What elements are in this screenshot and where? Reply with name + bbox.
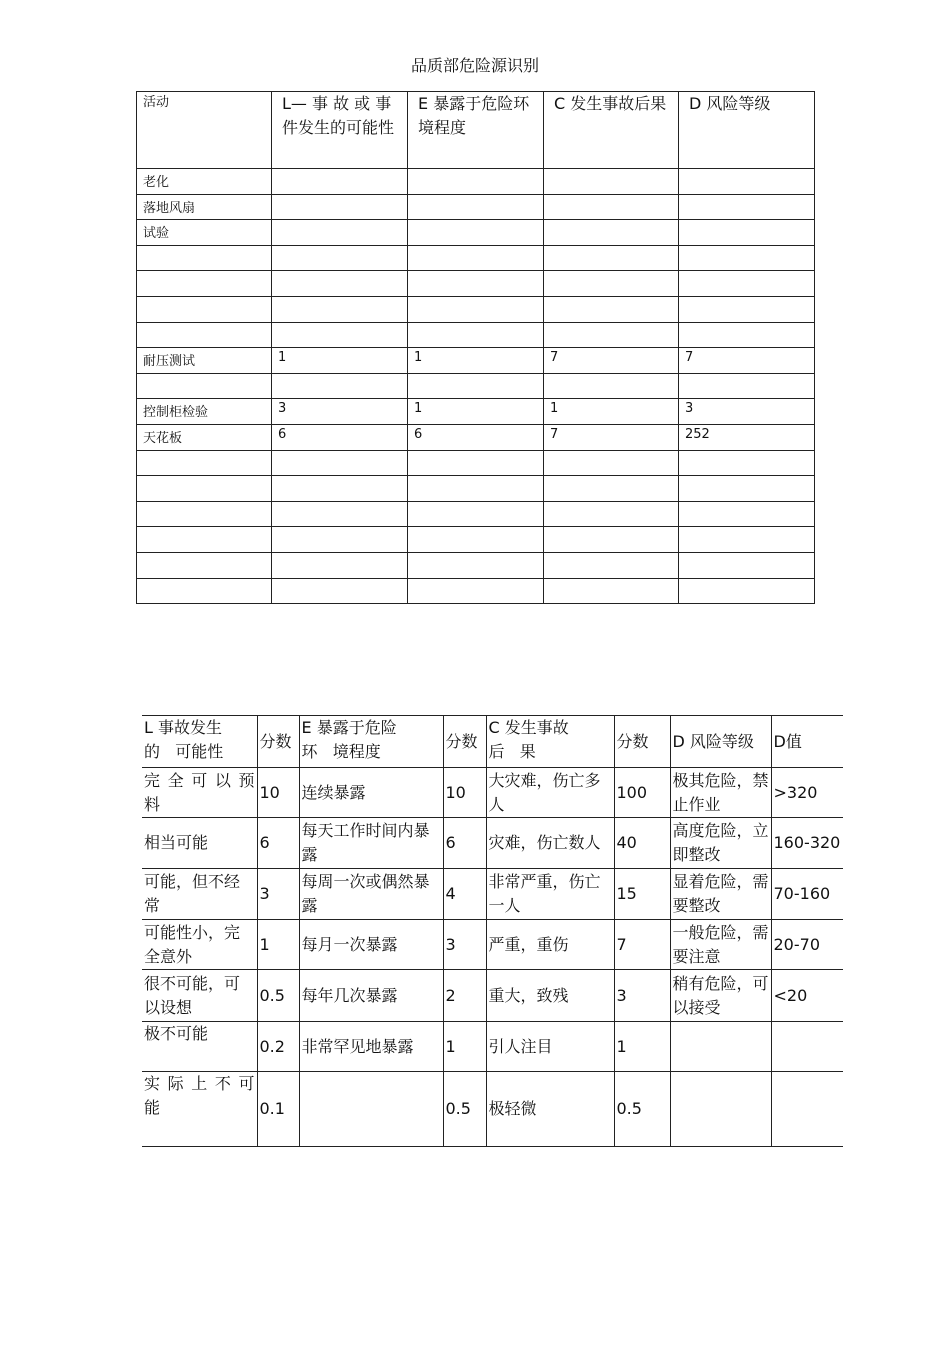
score-cell: [544, 552, 679, 578]
score-cell: [679, 296, 815, 322]
score-cell: [408, 245, 544, 271]
table2-cell: 极轻微: [486, 1072, 614, 1147]
table2-cell: 稍有危险，可以接受: [670, 970, 771, 1022]
table1-row: [137, 169, 815, 195]
table2-cell: 0.5: [443, 1072, 486, 1147]
table2-cell: 极不可能: [142, 1022, 257, 1072]
score-cell: 7: [544, 424, 679, 450]
score-cell: [272, 476, 408, 502]
table1-row: [137, 194, 815, 220]
table2-cell: 重大，致残: [486, 970, 614, 1022]
table2-header-cell: 分数: [614, 716, 670, 768]
table2-cell: 6: [257, 818, 299, 869]
score-cell: [408, 450, 544, 476]
table2-cell: >320: [771, 768, 843, 818]
table2-cell: 7: [614, 920, 670, 970]
score-cell: 1: [408, 348, 544, 374]
activity-cell: [137, 271, 272, 297]
score-cell: [544, 194, 679, 220]
table2-cell: 1: [443, 1022, 486, 1072]
score-cell: [272, 450, 408, 476]
table2-cell: 4: [443, 869, 486, 920]
table2-cell: 大灾难，伤亡多人: [486, 768, 614, 818]
table2-cell: 可能性小，完全意外: [142, 920, 257, 970]
score-cell: [544, 476, 679, 502]
score-cell: [544, 450, 679, 476]
table2-cell: 15: [614, 869, 670, 920]
score-cell: 1: [544, 399, 679, 425]
table2-row: [142, 920, 843, 970]
activity-cell: [137, 501, 272, 527]
table2-cell: 40: [614, 818, 670, 869]
score-cell: [679, 373, 815, 399]
score-cell: 252: [679, 424, 815, 450]
score-cell: [679, 169, 815, 195]
score-cell: [272, 296, 408, 322]
table2-cell: 高度危险，立即整改: [670, 818, 771, 869]
score-cell: [272, 578, 408, 604]
table2-cell: 灾难，伤亡数人: [486, 818, 614, 869]
score-cell: [679, 450, 815, 476]
table2-cell: 非常严重，伤亡一人: [486, 869, 614, 920]
table2-header-cell: 分数: [257, 716, 299, 768]
table2-header-cell: C 发生事故后 果: [486, 716, 614, 768]
activity-cell: 控制柜检验: [137, 399, 272, 425]
table2-cell: 100: [614, 768, 670, 818]
table2-cell: <20: [771, 970, 843, 1022]
table2-header-cell: D值: [771, 716, 843, 768]
table2-cell: 引人注目: [486, 1022, 614, 1072]
score-cell: [544, 527, 679, 553]
table2-cell: 很不可能，可以设想: [142, 970, 257, 1022]
activity-cell: 耐压测试: [137, 348, 272, 374]
table2-cell: 3: [257, 869, 299, 920]
score-cell: [272, 552, 408, 578]
table1-header-cell: 活动: [137, 92, 272, 169]
score-cell: [544, 322, 679, 348]
table2-cell: 可能，但不经常: [142, 869, 257, 920]
score-cell: 6: [272, 424, 408, 450]
table2-row: [142, 768, 843, 818]
score-cell: 6: [408, 424, 544, 450]
score-cell: [408, 527, 544, 553]
table1-row: [137, 501, 815, 527]
table1-row: [137, 322, 815, 348]
table2-header-cell: D 风险等级: [670, 716, 771, 768]
table2-cell: 显着危险，需要整改: [670, 869, 771, 920]
activity-cell: 老化: [137, 169, 272, 195]
activity-cell: 落地风扇: [137, 194, 272, 220]
score-cell: [679, 194, 815, 220]
score-cell: [272, 271, 408, 297]
score-cell: [408, 578, 544, 604]
score-cell: [679, 476, 815, 502]
table2-cell: 0.5: [614, 1072, 670, 1147]
table2-cell: 3: [443, 920, 486, 970]
activity-cell: [137, 527, 272, 553]
score-cell: [408, 501, 544, 527]
table2-cell: 20-70: [771, 920, 843, 970]
table2-cell: 相当可能: [142, 818, 257, 869]
table2-cell: 严重，重伤: [486, 920, 614, 970]
activity-cell: 天花板: [137, 424, 272, 450]
table2-header-cell: L 事故发生的 可能性: [142, 716, 257, 768]
score-cell: 3: [679, 399, 815, 425]
score-cell: [544, 271, 679, 297]
score-cell: [272, 169, 408, 195]
activity-cell: [137, 245, 272, 271]
hazard-identification-table: [136, 91, 815, 604]
table2-cell: 160-320: [771, 818, 843, 869]
table2-cell: 1: [257, 920, 299, 970]
score-cell: [408, 271, 544, 297]
table2-header-row: [142, 716, 843, 768]
score-cell: 1: [408, 399, 544, 425]
table2-cell: 连续暴露: [299, 768, 443, 818]
table1-row: [137, 399, 815, 425]
score-cell: [679, 245, 815, 271]
score-cell: [272, 501, 408, 527]
activity-cell: [137, 578, 272, 604]
table1-row: [137, 552, 815, 578]
table2-cell: 70-160: [771, 869, 843, 920]
table2-row: [142, 818, 843, 869]
score-cell: [679, 552, 815, 578]
table2-cell: 10: [443, 768, 486, 818]
table2-row: [142, 970, 843, 1022]
score-cell: [272, 220, 408, 246]
activity-cell: [137, 322, 272, 348]
score-cell: [408, 220, 544, 246]
activity-cell: [137, 476, 272, 502]
score-cell: [272, 322, 408, 348]
score-cell: [272, 194, 408, 220]
table2-cell: 每天工作时间内暴露: [299, 818, 443, 869]
score-cell: [679, 501, 815, 527]
table1-row: [137, 245, 815, 271]
score-cell: [272, 373, 408, 399]
table1-row: [137, 527, 815, 553]
table2-cell: 3: [614, 970, 670, 1022]
table1-row: [137, 348, 815, 374]
page-title: 品质部危险源识别: [410, 56, 539, 75]
score-cell: 3: [272, 399, 408, 425]
table1-row: [137, 296, 815, 322]
score-cell: [679, 322, 815, 348]
score-cell: [544, 501, 679, 527]
score-cell: [679, 527, 815, 553]
score-cell: [408, 322, 544, 348]
table1-row: [137, 578, 815, 604]
activity-cell: [137, 552, 272, 578]
table1-header-cell: L— 事 故 或 事 件发生的可能性: [272, 92, 408, 169]
score-cell: [544, 578, 679, 604]
table1-header-cell: E 暴露于危险环境程度: [408, 92, 544, 169]
table1-row: [137, 476, 815, 502]
table2-cell: 2: [443, 970, 486, 1022]
score-cell: [408, 296, 544, 322]
activity-cell: [137, 373, 272, 399]
score-cell: [679, 578, 815, 604]
table2-cell: [771, 1022, 843, 1072]
table2-cell: 0.2: [257, 1022, 299, 1072]
table2-cell: 一般危险，需要注意: [670, 920, 771, 970]
table2-row: [142, 1072, 843, 1147]
score-cell: [408, 169, 544, 195]
activity-cell: [137, 296, 272, 322]
score-cell: [544, 245, 679, 271]
score-cell: [408, 373, 544, 399]
score-cell: [544, 296, 679, 322]
score-cell: [408, 552, 544, 578]
table2-cell: 每周一次或偶然暴露: [299, 869, 443, 920]
table2-cell: 0.5: [257, 970, 299, 1022]
score-cell: [408, 476, 544, 502]
table2-cell: 非常罕见地暴露: [299, 1022, 443, 1072]
score-cell: 7: [679, 348, 815, 374]
activity-cell: [137, 450, 272, 476]
table2-cell: 10: [257, 768, 299, 818]
score-cell: [272, 245, 408, 271]
table2-cell: 极其危险，禁止作业: [670, 768, 771, 818]
table2-row: [142, 869, 843, 920]
table2-cell: [771, 1072, 843, 1147]
table1-row: [137, 220, 815, 246]
table2-cell: 实 际 上 不 可能: [142, 1072, 257, 1147]
score-cell: [544, 220, 679, 246]
table1-header-cell: D 风险等级: [679, 92, 815, 169]
table2-header-cell: E 暴露于危险环 境程度: [299, 716, 443, 768]
score-cell: [679, 220, 815, 246]
table2-cell: 0.1: [257, 1072, 299, 1147]
score-cell: 1: [272, 348, 408, 374]
score-cell: [679, 271, 815, 297]
table1-row: [137, 271, 815, 297]
table2-cell: 完 全 可 以 预料: [142, 768, 257, 818]
risk-scoring-reference-table: [142, 715, 843, 1147]
table2-cell: 每年几次暴露: [299, 970, 443, 1022]
table2-cell: 每月一次暴露: [299, 920, 443, 970]
table1-header-cell: C 发生事故后果: [544, 92, 679, 169]
table1-row: [137, 373, 815, 399]
table1-header-row: [137, 92, 815, 169]
table2-row: [142, 1022, 843, 1072]
table2-cell: 6: [443, 818, 486, 869]
score-cell: 7: [544, 348, 679, 374]
table2-cell: 1: [614, 1022, 670, 1072]
score-cell: [544, 373, 679, 399]
table2-header-cell: 分数: [443, 716, 486, 768]
activity-cell: 试验: [137, 220, 272, 246]
table2-cell: [670, 1072, 771, 1147]
score-cell: [544, 169, 679, 195]
score-cell: [272, 527, 408, 553]
score-cell: [408, 194, 544, 220]
table1-row: [137, 450, 815, 476]
table1-row: [137, 424, 815, 450]
table2-cell: [299, 1072, 443, 1147]
table2-cell: [670, 1022, 771, 1072]
